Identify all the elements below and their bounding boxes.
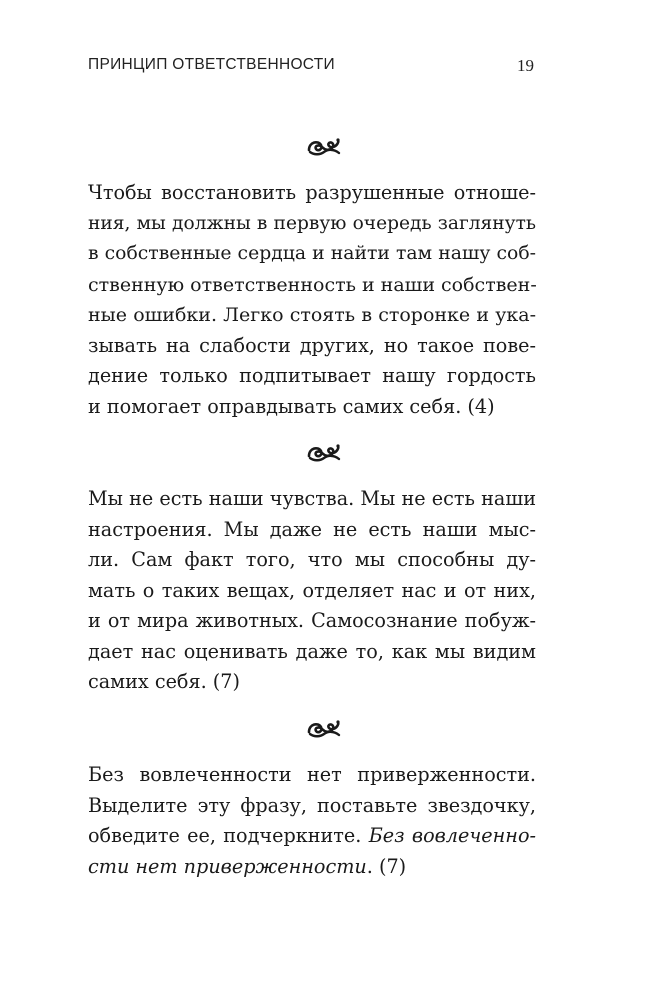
- paragraph-2: [88, 484, 536, 698]
- fleuron-scroll-icon: [306, 442, 342, 464]
- text-line: дение только подпитывает нашу гордость: [88, 364, 536, 387]
- text-line: в собственные сердца и найти там нашу соб-: [88, 243, 536, 264]
- running-head-title: ПРИНЦИП ОТВЕТСТВЕННОСТИ: [88, 56, 335, 73]
- text-line: зывать на слабости других, но такое пове-: [88, 333, 536, 357]
- text-line: ли. Сам факт того, что мы способны ду-: [88, 548, 536, 571]
- text-segment: обведите ее, подчеркните.: [88, 824, 362, 847]
- italic-segment: Без вовлеченно-: [368, 824, 536, 847]
- italic-segment: сти нет приверженности: [88, 854, 367, 878]
- text-segment: . (7): [366, 854, 407, 878]
- text-line: дает нас оценивать даже то, как мы видим: [88, 639, 536, 663]
- fleuron-scroll-icon: [306, 136, 342, 158]
- text-line: [88, 821, 536, 852]
- paragraph-1: [88, 178, 536, 422]
- text-line: самих себя. (7): [88, 670, 240, 693]
- text-line: Чтобы восстановить разрушенные отноше-: [88, 181, 536, 204]
- text-line: ные ошибки. Легко стоять в сторонке и ука-: [88, 304, 536, 326]
- fleuron-scroll-icon: [306, 718, 342, 740]
- text-line: и от мира животных. Самосознание побуж-: [88, 609, 536, 632]
- paragraph-3: [88, 760, 536, 882]
- text-line: [88, 852, 536, 883]
- page-number: 19: [517, 56, 534, 75]
- text-line: ственную ответственность и наши собствен-: [88, 273, 537, 296]
- text-line: настроения. Мы даже не есть наши мыс-: [88, 517, 536, 541]
- text-line: ния, мы должны в первую очередь заглянуть: [88, 212, 536, 234]
- text-line: Без вовлеченности нет приверженности.: [88, 763, 536, 786]
- text-line: Выделите эту фразу, поставьте звездочку,: [88, 793, 536, 817]
- page-header: [88, 56, 534, 80]
- text-line: Мы не есть наши чувства. Мы не есть наши: [88, 487, 536, 510]
- text-line: и помогает оправдывать самих себя. (4): [88, 394, 495, 418]
- text-line: мать о таких вещах, отделяет нас и от них,: [88, 578, 536, 602]
